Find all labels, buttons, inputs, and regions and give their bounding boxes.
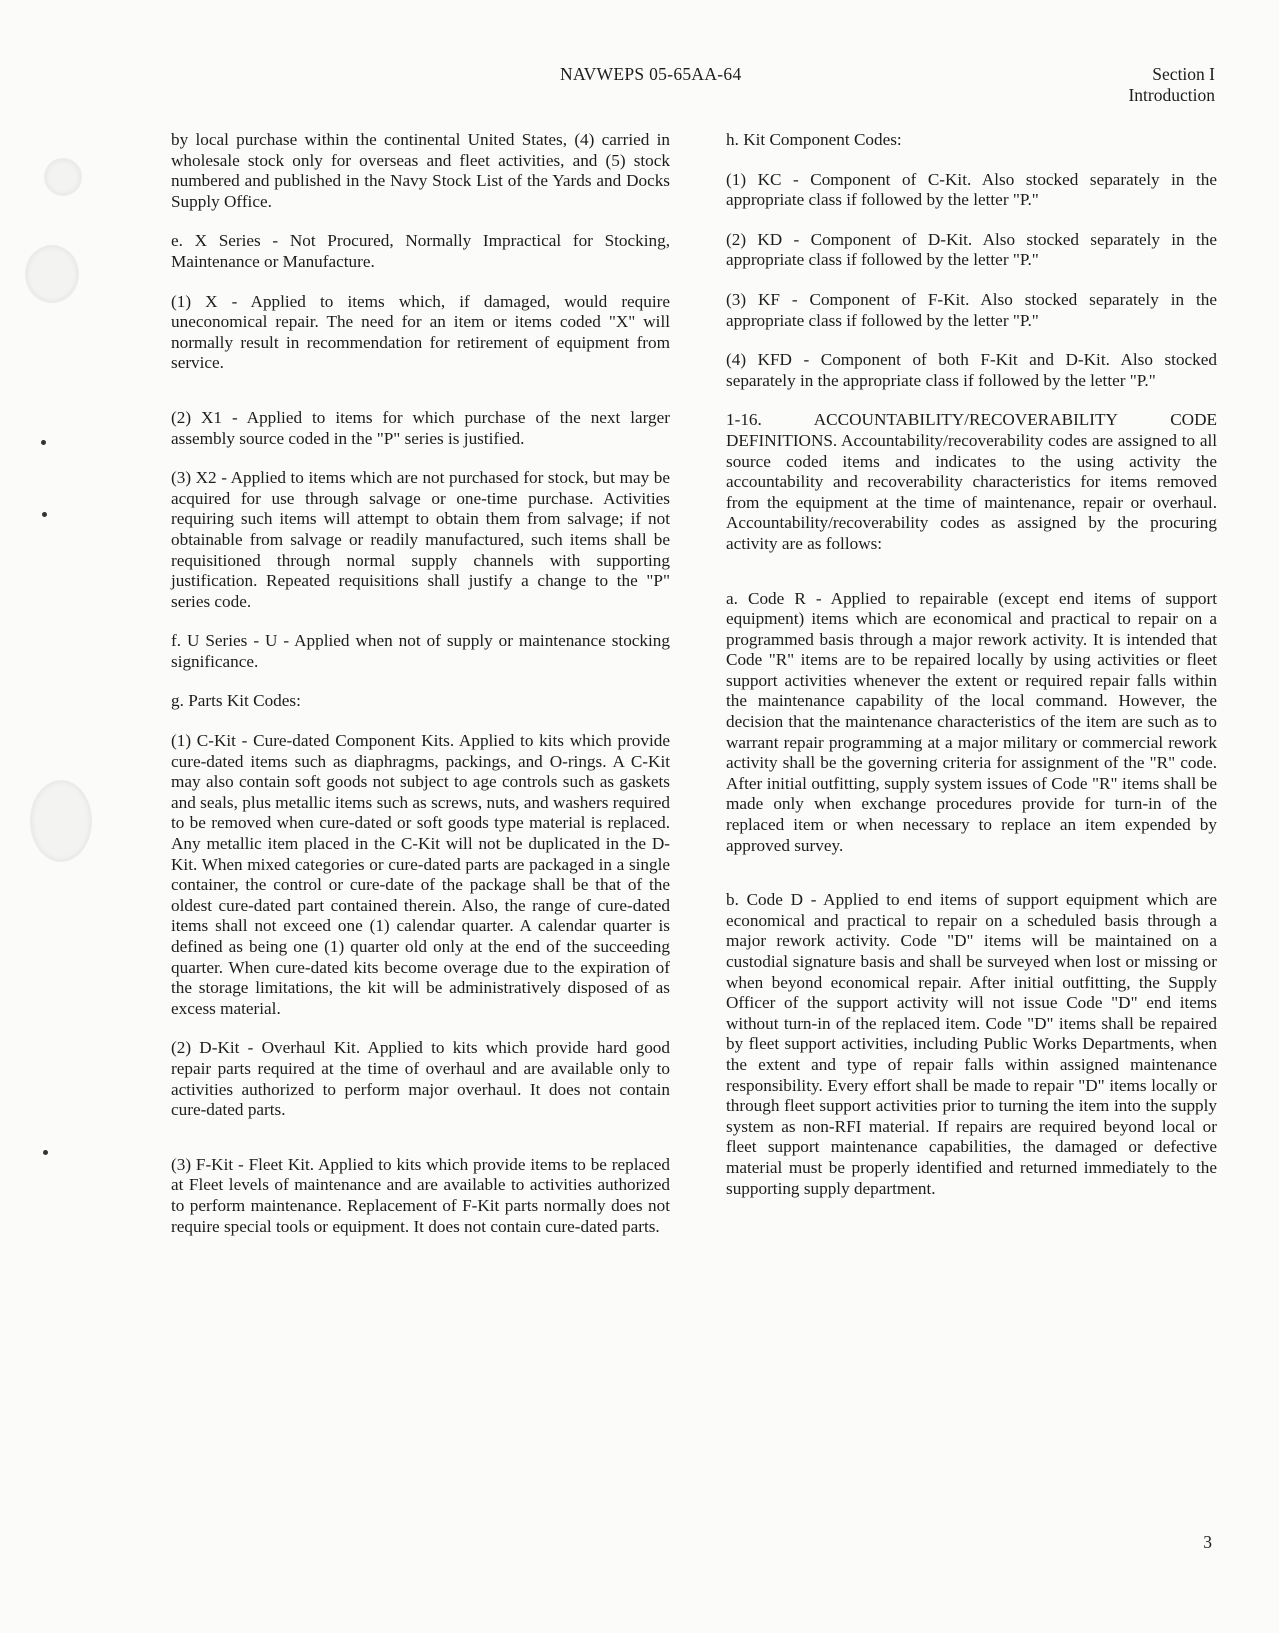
section-label: Section I xyxy=(1152,64,1215,84)
paragraph: (1) KC - Component of C-Kit. Also stocked separately in the appropriate class if followed by the letter "P." xyxy=(726,169,1217,210)
paragraph: a. Code R - Applied to repairable (except end items of support equipment) items which are economical and practical to repair on a programmed basis through a major rework activity. It is intended that Code "R" items are to be repaired locally by using activities or fleet support activities whenever the extent or required repair falls within the maintenance capability of the local command. However, the decision that the maintenance characteristics of the item are such as to warrant repair programming at a major military or commercial rework activity shall be the governing criteria for assignment of the "R" code. After initial outfitting, supply system issues of Code "R" items shall be made only when exchange procedures provide for turn-in of the replaced item or when necessary to replace an item expended by approved survey. xyxy=(726,588,1217,855)
paragraph: (2) X1 - Applied to items for which purchase of the next larger assembly source coded in the "P" series is justified. xyxy=(171,407,670,448)
paragraph: f. U Series - U - Applied when not of supply or maintenance stocking significance. xyxy=(171,631,670,671)
punch-hole xyxy=(30,780,92,862)
paragraph: b. Code D - Applied to end items of support equipment which are economical and practical to repair on a scheduled basis through a major rework activity. Code "D" items will be maintained on a custodial signature basis and shall be surveyed when lost or missing or when beyond economical repair. After initial outfitting, the Supply Officer of the support activity will not issue Code "D" end items without turn-in of the replaced item. Code "D" items shall be repaired by fleet support activities, including Public Works Departments, when the extent and type of repair falls within assigned maintenance responsibility. Every effort shall be made to repair "D" items locally or through fleet support activities prior to turning the item into the supply system as non-RFI material. If repairs are required beyond local or fleet support maintenance capabilities, the damaged or defective material must be properly identified and returned immediately to the supporting supply department. xyxy=(726,890,1217,1198)
paragraph: e. X Series - Not Procured, Normally Impractical for Stocking, Maintenance or Manufacture. xyxy=(171,231,670,271)
paragraph: (3) F-Kit - Fleet Kit. Applied to kits which provide items to be replaced at Fleet levels of maintenance and are available to activities authorized to perform maintenance. Replacement of F-Kit parts normally does not require special tools or equipment. It does not contain cure-dated parts. xyxy=(171,1154,670,1236)
margin-dot xyxy=(43,1150,48,1155)
document-number: NAVWEPS 05-65AA-64 xyxy=(560,64,742,84)
paragraph: 1-16. ACCOUNTABILITY/RECOVERABILITY CODE DEFINITIONS. Accountability/recoverability codes are assigned to all source coded items and indicates to the using activity the accountability and recoverability characteristics for items removed from the equipment at the time of maintenance, repair or overhaul. Accountability/recoverability codes as assigned by the procuring activity are as follows: xyxy=(726,410,1217,553)
paragraph: (1) X - Applied to items which, if damaged, would require uneconomical repair. The need for an item or items coded "X" will normally result in recommendation for retirement of equipment from service. xyxy=(171,291,670,373)
paragraph: (3) KF - Component of F-Kit. Also stocked separately in the appropriate class if followed by the letter "P." xyxy=(726,289,1217,330)
margin-dot xyxy=(42,512,47,517)
page-number: 3 xyxy=(1203,1532,1212,1552)
paragraph: (4) KFD - Component of both F-Kit and D-Kit. Also stocked separately in the appropriate class if followed by the letter "P." xyxy=(726,350,1217,390)
left-column xyxy=(171,130,670,1256)
paragraph: (1) C-Kit - Cure-dated Component Kits. Applied to kits which provide cure-dated items such as diaphragms, packings, and O-rings. A C-Kit may also contain soft goods not subject to age controls such as gaskets and seals, plus metallic items such as screws, nuts, and washers required to be removed when cure-dated or soft goods type material is replaced. Any metallic item placed in the C-Kit will not be duplicated in the D-Kit. When mixed categories or cure-dated parts are packaged in a single container, the control or cure-date of the package shall be that of the oldest cure-dated part contained therein. Also, the range of cure-dated items shall not exceed one (1) calendar quarter. A calendar quarter is defined as being one (1) quarter old only at the end of the succeeding quarter. When cure-dated kits become overage due to the expiration of the storage limitations, the kit will be administratively disposed of as excess material. xyxy=(171,731,670,1018)
paragraph: by local purchase within the continental United States, (4) carried in wholesale stock only for overseas and fleet activities, and (5) stock numbered and published in the Navy Stock List of the Yards and Docks Supply Office. xyxy=(171,130,670,211)
punch-hole xyxy=(44,158,82,196)
paragraph: (2) D-Kit - Overhaul Kit. Applied to kits which provide hard good repair parts required at the time of overhaul and are available only to activities authorized to perform major overhaul. It does not contain cure-dated parts. xyxy=(171,1038,670,1120)
margin-dot xyxy=(41,440,46,445)
punch-hole xyxy=(25,245,79,303)
paragraph: g. Parts Kit Codes: xyxy=(171,691,301,711)
section-title: Introduction xyxy=(1128,85,1215,105)
section-header xyxy=(1128,64,1215,106)
paragraph: h. Kit Component Codes: xyxy=(726,130,902,149)
right-column xyxy=(726,130,1217,1218)
paragraph: (2) KD - Component of D-Kit. Also stocked separately in the appropriate class if followed by the letter "P." xyxy=(726,229,1217,270)
paragraph: (3) X2 - Applied to items which are not purchased for stock, but may be acquired for use through salvage or one-time purchase. Activities requiring such items will attempt to obtain them from salvage; if not obtainable from salvage or readily manufactured, such items shall be requisitioned through normal supply channels with supporting justification. Repeated requisitions shall justify a change to the "P" series code. xyxy=(171,468,670,611)
